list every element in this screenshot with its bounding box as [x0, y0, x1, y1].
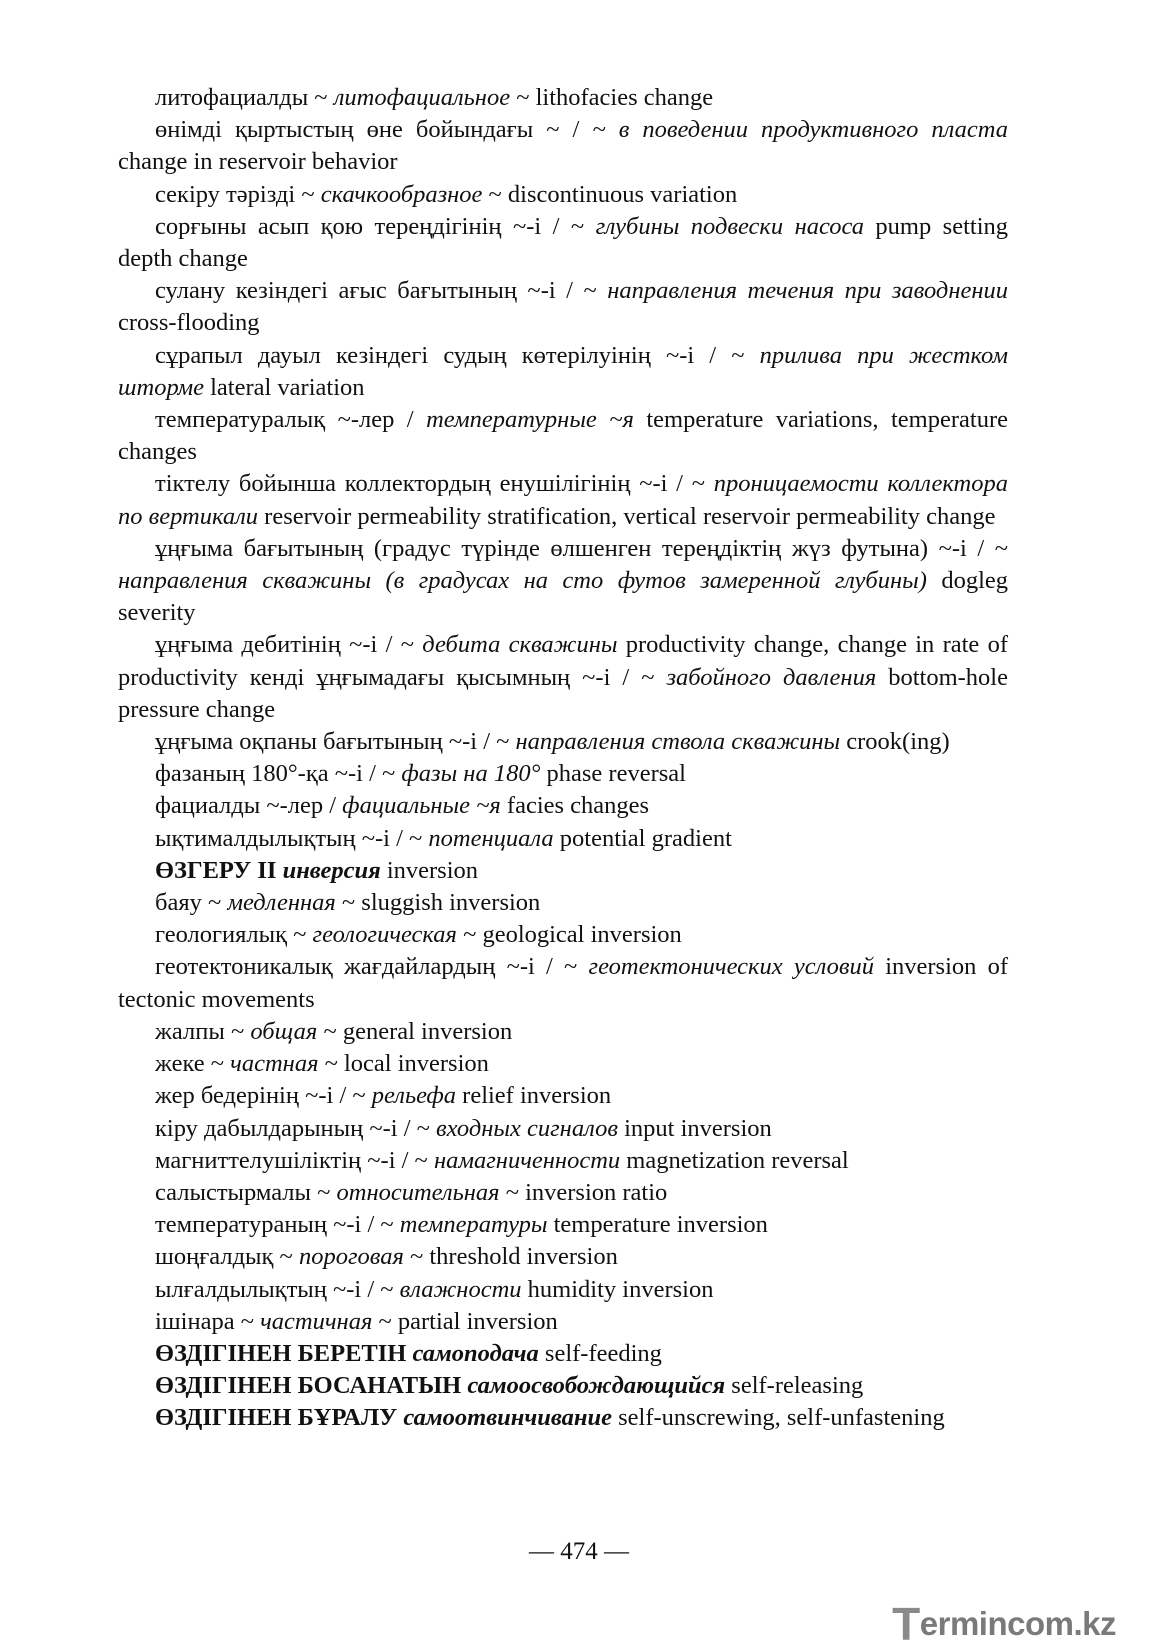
en-term: pump setting depth change — [118, 212, 1008, 273]
kk-term: ішінара ~ — [155, 1307, 261, 1335]
en-term: bottom-hole pressure change — [118, 663, 1008, 723]
headword-entry — [118, 855, 1008, 887]
dictionary-entry — [118, 1016, 1008, 1048]
ru-term: геологическая — [312, 921, 457, 949]
en-term: lateral variation — [203, 373, 365, 401]
kk-term: фазаның 180°-қа ~-і / ~ — [155, 760, 402, 788]
entry-list — [118, 82, 1008, 1435]
ru-term: дебита скважины — [422, 631, 618, 659]
dictionary-entry — [118, 1177, 1008, 1209]
en-term: productivity change, change in rate of productivity кенді ұңғымадағы қысымның ~-і / ~ — [118, 631, 1008, 691]
kk-term: салыстырмалы ~ — [155, 1178, 337, 1206]
ru-term: пороговая — [298, 1243, 404, 1271]
dictionary-entry — [118, 919, 1008, 951]
dictionary-entry — [118, 1145, 1008, 1177]
ru-term: температуры — [399, 1211, 548, 1239]
ru-term: глубины подвески насоса — [595, 212, 864, 240]
ru-term: частная — [230, 1050, 319, 1078]
kk-term: жер бедерінің ~-і / ~ — [155, 1082, 372, 1110]
en-term: ~ inversion ratio — [499, 1178, 668, 1206]
ru-term: рельефа — [371, 1082, 457, 1110]
dictionary-entry — [118, 1113, 1008, 1145]
ru-term: медленная — [227, 889, 336, 917]
page-number: — 474 — — [529, 1538, 629, 1565]
kk-term: ӨЗДІГІНЕН БҰРАЛУ — [155, 1404, 404, 1432]
ru-term: инверсия — [282, 856, 381, 884]
ru-term: направления скважины (в градусах на сто футов замеренной глубины) — [118, 567, 927, 595]
dictionary-entry — [118, 82, 1008, 114]
ru-term: забойного давления — [666, 663, 877, 691]
kk-term: жалпы ~ — [155, 1017, 251, 1045]
ru-term: относительная — [336, 1178, 500, 1206]
en-term: relief inversion — [456, 1082, 612, 1110]
dictionary-entry — [118, 468, 1008, 532]
dictionary-entry — [118, 1048, 1008, 1080]
kk-term: геотектоникалық жағдайлардың ~-і / ~ — [155, 953, 589, 981]
ru-term: ~ в поведении продуктивного пласта — [592, 116, 1008, 144]
ru-term: направления ствола скважины — [515, 728, 841, 756]
en-term: ~ sluggish inversion — [335, 889, 541, 917]
en-term: temperature variations, temperature changes — [118, 406, 1008, 466]
dictionary-entry — [118, 790, 1008, 822]
kk-term: ылғалдылықтың ~-і / ~ — [155, 1275, 400, 1303]
kk-term: ықтималдылықтың ~-і / ~ — [155, 824, 429, 852]
headword-entry — [118, 1402, 1008, 1434]
en-term: phase reversal — [540, 760, 686, 788]
kk-term: магниттелушіліктің ~-і / ~ — [155, 1146, 434, 1174]
en-term: self-unscrewing, self-unfastening — [612, 1404, 945, 1432]
en-term: crook(ing) — [840, 728, 950, 756]
kk-term: ұңғыма оқпаны бағытының ~-і / ~ — [155, 728, 516, 756]
dictionary-entry — [118, 1209, 1008, 1241]
site-watermark-logo — [892, 1592, 1116, 1650]
kk-term: тіктелу бойынша коллектордың енушілігінің ~-і / ~ — [155, 470, 714, 498]
ru-term: прилива при жестком шторме — [118, 341, 1008, 401]
kk-term: температуралық ~-лер / — [155, 406, 427, 434]
dictionary-entry — [118, 533, 1008, 630]
en-term: temperature inversion — [547, 1211, 768, 1239]
en-term: ~ geological inversion — [456, 921, 682, 949]
ru-term: самоотвинчивание — [403, 1404, 612, 1432]
kk-term: жеке ~ — [155, 1050, 231, 1078]
kk-term: баяу ~ — [155, 889, 228, 917]
dictionary-entry — [118, 114, 1008, 178]
headword-entry — [118, 1338, 1008, 1370]
ru-term: геотектонических условий — [588, 953, 874, 981]
ru-term: входных сигналов — [436, 1114, 618, 1142]
dictionary-entry — [118, 211, 1008, 275]
dictionary-entry — [118, 1274, 1008, 1306]
en-term: magnetization reversal — [620, 1146, 849, 1174]
kk-term: өнімді қыртыстың өне бойындағы ~ / — [155, 116, 593, 144]
en-term: cross-flooding — [118, 309, 260, 337]
dictionary-entry — [118, 275, 1008, 339]
kk-term: ӨЗДІГІНЕН БЕРЕТІН — [155, 1339, 413, 1367]
kk-term: геологиялық ~ — [155, 921, 313, 949]
en-term: ~ threshold inversion — [403, 1243, 618, 1271]
dictionary-entry — [118, 404, 1008, 468]
en-term: reservoir permeability stratification, vertical reservoir permeability change — [258, 502, 996, 530]
ru-term: частичная — [260, 1307, 373, 1335]
en-term: change in reservoir behavior — [118, 148, 398, 176]
ru-term: самоосвобождающийся — [467, 1372, 726, 1400]
dictionary-entry — [118, 179, 1008, 211]
kk-term: шоңғалдық ~ — [155, 1243, 299, 1271]
en-term: ~ partial inversion — [372, 1307, 558, 1335]
en-term: dogleg severity — [118, 567, 1008, 627]
ru-term: литофациальное — [333, 84, 511, 111]
en-term: self-feeding — [538, 1339, 662, 1367]
kk-term: сорғыны асып қою тереңдігінің ~-і / ~ — [155, 212, 596, 240]
dictionary-entry — [118, 629, 1008, 726]
watermark-letter-t: T — [892, 1598, 920, 1650]
dictionary-entry — [118, 1241, 1008, 1273]
dictionary-entry — [118, 758, 1008, 790]
kk-term: сулану кезіндегі ағыс бағытының ~-і / ~ — [155, 277, 608, 305]
kk-term: секіру тәрізді ~ — [155, 180, 321, 208]
ru-term: скачкообразное — [320, 180, 483, 208]
dictionary-entry — [118, 1306, 1008, 1338]
en-term: ~ local inversion — [318, 1050, 489, 1078]
kk-term: фациалды ~-лер / — [155, 792, 343, 820]
kk-term: температураның ~-і / ~ — [155, 1211, 400, 1239]
watermark-text: ermincom — [919, 1605, 1074, 1642]
ru-term: фациальные ~я — [342, 792, 501, 820]
ru-term: температурные ~я — [426, 406, 634, 434]
ru-term: общая — [250, 1017, 318, 1045]
dictionary-entry — [118, 340, 1008, 404]
ru-term: влажности — [399, 1275, 522, 1303]
ru-term: фазы на 180° — [401, 760, 541, 788]
en-term: ~ lithofacies change — [510, 84, 714, 111]
kk-term: литофациалды ~ — [155, 84, 334, 111]
kk-term: сұрапыл дауыл кезіндегі судың көтерілуінің ~-і / ~ — [155, 341, 760, 369]
ru-term: самоподача — [412, 1339, 539, 1367]
dictionary-entry — [118, 951, 1008, 1015]
en-term: ~ discontinuous variation — [482, 180, 738, 208]
watermark-domain: .kz — [1073, 1605, 1116, 1642]
ru-term: намагниченности — [433, 1146, 621, 1174]
en-term: ~ general inversion — [317, 1017, 513, 1045]
en-term: inversion — [380, 856, 479, 884]
ru-term: направления течения при заводнении — [607, 277, 1008, 305]
dictionary-entry — [118, 726, 1008, 758]
dictionary-entry — [118, 1080, 1008, 1112]
dictionary-entry — [118, 887, 1008, 919]
en-term: inversion of tectonic movements — [118, 953, 1008, 1013]
dictionary-entry — [118, 823, 1008, 855]
ru-term: проницаемости коллектора по вертикали — [118, 470, 1008, 530]
kk-term: ӨЗДІГІНЕН БОСАНАТЫН — [155, 1372, 468, 1400]
en-term: self-releasing — [725, 1372, 864, 1400]
en-term: input inversion — [617, 1114, 772, 1142]
kk-term: ұңғыма дебитінің ~-і / ~ — [155, 631, 423, 659]
kk-term: ұңғыма бағытының (градус түрінде өлшенген тереңдіктің жүз футына) ~-і / ~ — [155, 534, 1008, 562]
kk-term: кіру дабылдарының ~-і / ~ — [155, 1114, 437, 1142]
en-term: humidity inversion — [521, 1275, 714, 1303]
headword-entry — [118, 1370, 1008, 1402]
en-term: potential gradient — [553, 824, 732, 852]
ru-term: потенциала — [428, 824, 554, 852]
kk-term: ӨЗГЕРУ II — [155, 856, 283, 884]
en-term: facies changes — [500, 792, 650, 820]
